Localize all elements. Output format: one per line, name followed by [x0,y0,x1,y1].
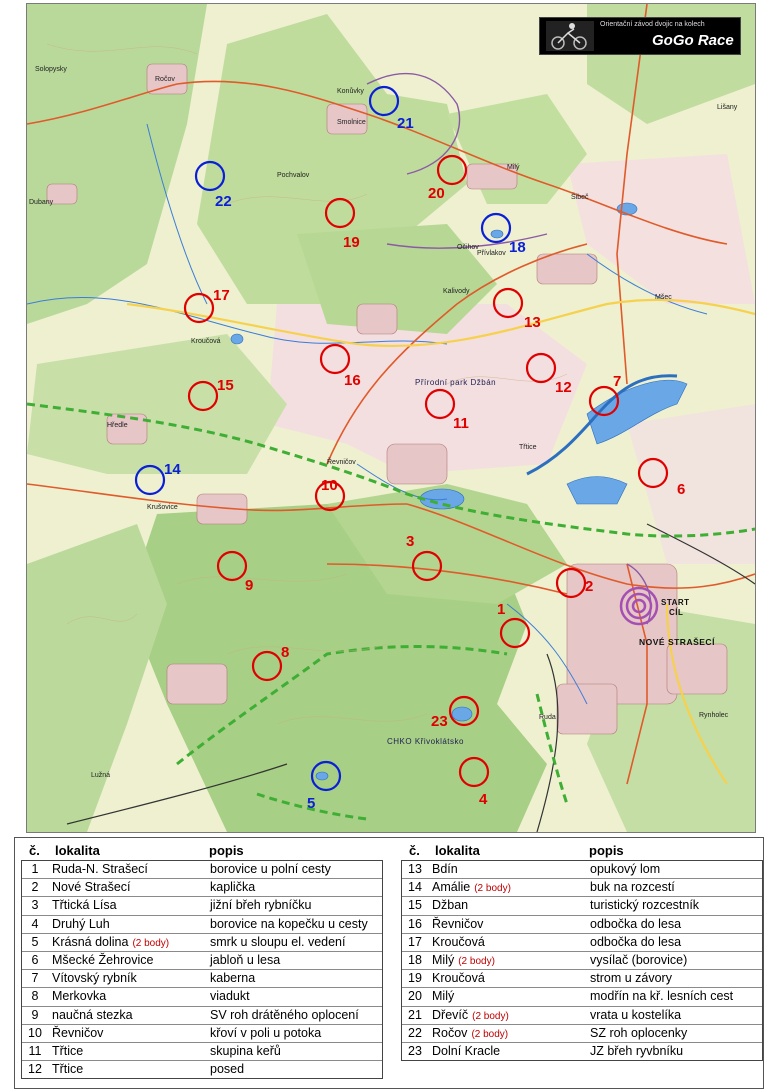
header-place: lokalita [55,843,100,858]
control-point-4-ring [460,758,488,786]
town-label-pravonin: Přívlakov [477,250,506,257]
legend-place [52,898,117,912]
header-desc: popis [209,843,244,858]
control-point-11-ring [426,390,454,418]
legend-num: 5 [31,934,39,949]
legend-place [52,1062,83,1076]
legend-column-left [21,860,383,1079]
legend-place-text: Milý [432,989,455,1004]
legend-row [402,988,762,1006]
legend-place [432,1026,508,1040]
legend-row [22,861,382,879]
town-label-revnicov: Řevničov [327,459,356,466]
legend-num: 14 [408,880,422,895]
legend-num: 19 [408,971,422,986]
legend-num: 22 [408,1025,422,1040]
control-point-12-label: 12 [555,379,572,396]
control-point-4-label: 4 [479,791,488,808]
legend-num: 7 [31,971,39,986]
legend-place [52,880,131,894]
legend-place-text: Třtice [52,1062,84,1077]
legend-place-text: Řevničov [432,916,484,931]
legend-num: 10 [28,1025,42,1040]
control-point-14-label: 14 [164,461,181,478]
legend-header-right [401,840,761,860]
control-point-8-ring [253,652,281,680]
control-point-3-label: 3 [406,533,415,550]
legend-note: (2 body) [132,937,170,949]
town-label-ocec: Očihov [457,244,479,251]
legend-place [432,1008,509,1022]
control-point-21-ring [370,87,398,115]
control-point-9-label: 9 [245,577,254,594]
legend-desc: buk na rozcestí [590,880,675,895]
legend-desc: borovice u polní cesty [210,862,331,876]
legend-desc: smrk u sloupu el. vedení [210,934,346,949]
legend-table [14,837,764,1089]
legend-desc: SV roh drátěného oplocení [210,1007,359,1022]
gogo-race-logo [539,17,741,55]
legend-row [22,1007,382,1025]
legend-num: 13 [408,862,422,876]
legend-place-text: Milý [432,952,455,967]
legend-header-left [21,840,381,860]
control-point-20-label: 20 [428,185,445,202]
control-point-7-label: 7 [613,373,622,390]
chko-label: CHKO Křivoklátsko [387,737,464,746]
legend-row [22,934,382,952]
control-point-17-label: 17 [213,287,230,304]
legend-place [52,1044,83,1058]
control-point-12-ring [527,354,555,382]
town-label-krusovice: Krušovice [147,504,178,511]
legend-row [22,1043,382,1061]
legend-num: 15 [408,898,422,913]
legend-place [432,917,483,931]
legend-note: (2 body) [458,955,495,967]
legend-desc: JZ břeh ryvbníku [590,1043,684,1058]
legend-place-text: Merkovka [52,989,107,1004]
control-point-18-label: 18 [509,239,526,256]
control-point-11-label: 11 [453,415,469,432]
legend-desc: opukový lom [590,862,661,876]
town-label-trtice: Třtice [519,444,537,451]
legend-num: 8 [31,989,39,1004]
map-area[interactable] [26,3,756,833]
legend-row [402,952,762,970]
legend-row [22,897,382,915]
town-label-kalivody: Kalivody [443,288,470,295]
legend-desc: vrata u kostelíka [590,1007,682,1022]
legend-place [432,935,485,949]
town-label-pochvalov: Pochvalov [277,172,310,179]
control-point-3-ring [413,552,441,580]
legend-place-text: Džban [432,898,469,913]
control-point-6-label: 6 [677,481,686,498]
legend-place [52,917,110,931]
header-desc: popis [589,843,624,858]
control-point-1-label: 1 [497,601,506,618]
town-label-solopysky: Solopysky [35,66,67,73]
control-point-23-ring [450,697,478,725]
logo-subtitle: Orientační závod dvojic na kolech [600,21,705,28]
legend-place-text: Dřevíč [432,1007,469,1022]
legend-place [432,971,485,985]
legend-num: 20 [408,989,422,1004]
town-label-mseck: Mšec [655,294,672,301]
cyclist-logo-icon [546,21,594,51]
legend-note: (2 body) [474,883,511,895]
control-point-13-ring [494,289,522,317]
legend-desc: posed [210,1062,245,1077]
legend-desc: jižní břeh rybníčku [210,898,312,913]
town-label-hredle: Hředle [107,422,128,429]
legend-num: 9 [31,1007,39,1022]
legend-row [402,970,762,988]
legend-num: 16 [408,916,422,931]
legend-row [402,1043,762,1060]
town-label-mileck: Milý [507,164,520,171]
town-label-kozlovice: Kroučová [191,338,221,345]
legend-num: 3 [31,898,39,913]
legend-place [432,862,458,876]
park-label: Přírodní park Džbán [415,378,497,387]
legend-desc: modřín na kř. lesních cest [590,989,734,1004]
control-point-13-label: 13 [524,314,541,331]
legend-place-text: Krásná dolina [52,934,129,949]
control-point-21-label: 21 [397,115,414,132]
legend-num: 2 [31,880,39,895]
legend-num: 17 [408,934,422,949]
legend-row [22,970,382,988]
legend-desc: vysílač (borovice) [590,952,688,967]
legend-desc: křoví v poli u potoka [210,1025,322,1040]
legend-place-text: Řevničov [52,1025,104,1040]
legend-note: (2 body) [471,1028,509,1040]
control-point-2-ring [557,569,585,597]
legend-place-text: Třtice [52,1043,84,1058]
town-label-luzna: Lužná [91,772,111,779]
control-point-19-ring [326,199,354,227]
control-point-22-label: 22 [215,193,232,210]
legend-place-text: Mšecké Žehrovice [52,952,154,967]
legend-place [52,1026,103,1040]
legend-place [432,898,468,912]
legend-row [402,897,762,915]
control-point-1-ring [501,619,529,647]
legend-column-right [401,860,763,1061]
legend-num: 11 [28,1043,42,1058]
control-point-16-ring [321,345,349,373]
header-num: č. [409,843,420,858]
legend-place [52,953,153,967]
legend-desc: kaberna [210,971,256,986]
legend-place [52,862,148,876]
legend-num: 23 [408,1043,422,1058]
legend-desc: turistický rozcestník [590,898,700,913]
control-point-2-label: 2 [585,578,594,595]
town-label-rynholec: Rynholec [699,712,729,719]
legend-desc: odbočka do lesa [590,934,682,949]
legend-place-text: Druhý Luh [52,916,110,931]
control-point-10-label: 10 [321,477,338,494]
control-point-18-ring [482,214,510,242]
legend-row [402,879,762,897]
legend-row [22,1061,382,1078]
legend-desc: skupina keřů [210,1043,281,1058]
control-point-16-label: 16 [344,372,361,389]
legend-row [22,988,382,1006]
legend-place [52,1008,133,1022]
legend-place-text: Třtická Lísa [52,898,117,913]
legend-desc: kaplička [210,880,256,895]
legend-place-text: Bdín [432,862,458,876]
legend-row [22,1025,382,1043]
control-point-6-ring [639,459,667,487]
legend-row [402,934,762,952]
control-point-20-ring [438,156,466,184]
legend-place-text: Dolní Kracle [432,1043,501,1058]
control-point-9-ring [218,552,246,580]
control-point-22-ring [196,162,224,190]
legend-place [432,1044,500,1058]
legend-desc: borovice na kopečku u cesty [210,916,368,931]
legend-row [402,916,762,934]
finish-label [669,608,683,617]
legend-row [22,952,382,970]
legend-place [432,953,495,967]
legend-num: 1 [31,862,39,876]
legend-place-text: Ruda-N. Strašecí [52,862,148,876]
town-label-nove-straseci: NOVÉ STRAŠECÍ [639,637,715,647]
control-point-5-label: 5 [307,795,316,812]
legend-num: 4 [31,916,39,931]
legend-row [402,861,762,879]
town-label-uzseze: Lišany [717,104,738,111]
legend-place [52,989,106,1003]
control-points-layer [27,4,755,832]
legend-row [402,1007,762,1025]
legend-row [22,916,382,934]
legend-note: (2 body) [472,1010,509,1022]
logo-title: GoGo Race [652,32,734,49]
legend-place [432,880,511,894]
legend-desc: jabloň u lesa [210,952,281,967]
control-point-14-ring [136,466,164,494]
town-label-rocov: Ročov [155,76,175,83]
town-label-dubay: Dubany [29,199,54,206]
legend-place-text: Amálie [432,880,471,895]
legend-num: 21 [408,1007,422,1022]
control-point-15-label: 15 [217,377,234,394]
legend-place [52,935,169,949]
legend-place-text: naučná stezka [52,1007,133,1022]
legend-num: 12 [28,1062,42,1077]
legend-place [432,989,454,1003]
start-text: START [661,598,690,607]
legend-num: 18 [408,952,422,967]
legend-desc: strom u závory [590,971,672,986]
legend-place-text: Kroučová [432,934,485,949]
control-point-5-ring [312,762,340,790]
legend-desc: SZ roh oplocenky [590,1025,688,1040]
legend-num: 6 [31,952,39,967]
legend-place [52,971,137,985]
legend-desc: odbočka do lesa [590,916,682,931]
town-label-sibec: Šibeč [571,194,589,201]
header-num: č. [29,843,40,858]
legend-place-text: Kroučová [432,971,485,986]
finish-text: CÍL [669,608,684,617]
town-label-ruda: Ruda [539,714,556,721]
start-label [661,598,690,607]
header-place: lokalita [435,843,480,858]
control-point-17-ring [185,294,213,322]
control-point-19-label: 19 [343,234,360,251]
legend-place-text: Ročov [432,1025,468,1040]
legend-place-text: Nové Strašecí [52,880,131,895]
town-label-konuv: Konůvky [337,88,364,95]
control-point-15-ring [189,382,217,410]
legend-row [402,1025,762,1043]
control-point-8-label: 8 [281,644,290,661]
town-label-smolnice: Smolnice [337,119,366,126]
control-point-23-label: 23 [431,713,448,730]
control-point-7-ring [590,387,618,415]
legend-place-text: Vítovský rybník [52,971,137,986]
legend-desc: viadukt [210,989,250,1004]
legend-row [22,879,382,897]
